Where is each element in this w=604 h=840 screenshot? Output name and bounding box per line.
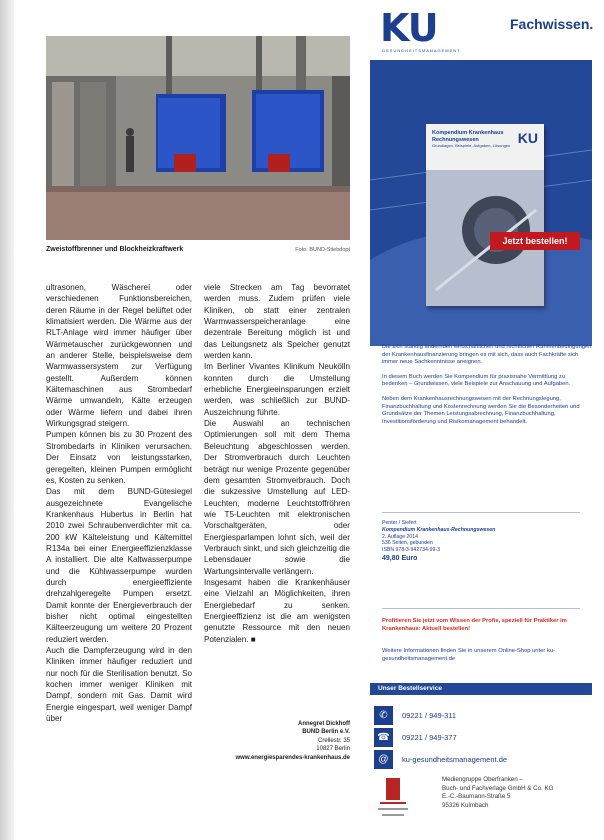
article-photo	[46, 36, 350, 240]
promo-headline: Profitieren Sie jetzt vom Wissen der Profis, speziell für Praktiker im Krankenhaus: Aktuell bestellen!	[382, 618, 567, 632]
book-edition: 2. Auflage 2014	[382, 533, 419, 540]
publisher-line: Mediengruppe Oberfranken –	[442, 776, 523, 783]
book-cover-logo: KU	[517, 130, 538, 146]
book-cover-title	[432, 130, 514, 150]
book-advertisement	[366, 0, 604, 840]
article-paragraph: Pumpen können bis zu 30 Prozent des Strombedarfs in Kliniken verursachen. Der Einsatz von leistungsstarken, geregelten, kleinen Pumpen ermöglicht es, Kosten zu senken.	[46, 430, 192, 485]
author-city: 10827 Berlin	[316, 746, 350, 753]
photo-caption-row	[46, 246, 350, 253]
contact-phone[interactable]	[374, 706, 584, 725]
book-authors: Penter / Siefert	[382, 520, 417, 526]
publisher-address	[442, 776, 582, 810]
photo-caption: Zweistoffbrenner und Blockheizkraftwerk	[46, 246, 184, 253]
book-details-title: Kompendium Krankenhaus-Rechnungswesen	[382, 526, 496, 533]
ad-tagline: Fachwissen.	[510, 16, 594, 32]
fax-icon: ☎	[374, 728, 393, 747]
publisher-logo	[374, 772, 412, 834]
article-paragraph: Auch die Dampferzeugung wird in den Kliniken immer häufiger reduziert und nur noch für die Sterilisation benutzt. So kochen immer weniger Kliniken mit Dampf, sondern mit Gas. Damit wird Energie eingespart, weil weniger Dampf über	[46, 646, 192, 724]
ku-logo: KU	[380, 6, 438, 50]
book-subtitle-text: Grundlagen, Beispiele, Aufgaben, Lösungen	[432, 143, 511, 148]
divider	[382, 512, 580, 513]
book-pages: 536 Seiten, gebunden	[382, 540, 433, 547]
ad-header	[370, 4, 592, 56]
ad-paragraph: Die sich ständig ändernden wirtschaftlichen und rechtlichen Rahmenbedingungen der Krankenhausfinanzierung bringen es mit sich, dass auch Fachkräfte sich immer neue Sachkenntnisse aneignen.	[382, 344, 592, 366]
ad-description	[382, 344, 592, 433]
article-paragraph: viele Strecken am Tag bevorratet werden muss. Zudem prüfen viele Kliniken, ob statt einer zentralen Warmwasserspeicheranlage eine dezentrale Bereitung möglich ist und das Leitungsnetz als Speicher genutzt werden kann.	[204, 283, 350, 361]
author-website-link[interactable]: www.energiesparendes-krankenhaus.de	[235, 754, 350, 761]
contact-phone-number[interactable]: 09221 / 949-311	[402, 711, 457, 720]
contact-web[interactable]	[374, 750, 584, 769]
order-service-title: Unser Bestellservice	[370, 683, 592, 695]
ku-logo-subtitle: GESUNDHEITSMANAGEMENT	[382, 48, 461, 53]
publisher-line: E.-C.-Baumann-Straße 5	[442, 793, 511, 801]
publisher-logo-graphic	[374, 772, 412, 834]
ad-paragraph: In diesem Buch werden Sie Kompendium für praxisnahe Vermittlung zu bedenken – Grundwissen, viele Beispiele zur Anschauung und Aufgaben.	[382, 373, 571, 388]
photo-credit: Foto: BUND-Stiebdopt	[295, 247, 350, 253]
divider	[382, 608, 580, 609]
author-street: Crellestr. 35	[317, 737, 350, 744]
article-paragraph: Die Auswahl an technischen Optimierungen soll mit dem Thema Beleuchtung abgeschlossen werden. Der Stromverbrauch durch Leuchten beträgt nur wenige Prozente gegenüber dem gesamten Stromverbrauch. Doch die sukzessive Umstellung auf LED-Leuchten, moderne Leuchtstoffröhren wie T5-Leuchten mit elektronischen Vorschaltgeräten, oder Energiesparlampen lohnt sich, weil der Verbrauch sinkt, und sich gleichzeitig die Lebensdauer sowie die Wartungsintervalle verlängern.	[204, 419, 350, 576]
article-paragraph: Im Berliner Vivantes Klinikum Neukölln konnten durch die Umstellung erhebliche Energieeinsparungen erzielt werden, was schließlich zur BUND-Auszeichnung führte.	[204, 362, 350, 417]
book-isbn: ISBN 978-3-942734-99-3	[382, 547, 440, 554]
author-organization: BUND Berlin e.V.	[302, 729, 350, 736]
article-paragraph: Das mit dem BUND-Gütesiegel ausgezeichnete Evangelische Krankenhaus Hubertus in Berlin hat 2010 zwei Schraubenverdichter mit ca. 200 kW Kälteleistung und Kältemittel R134a bei einer Energieeffizienzklasse A installiert. Die alte Kaltwasserpumpe und die Kühlwasserpumpe wurden durch energieeffiziente drehzahlgeregelte Pumpen ersetzt. Damit konnte der Energieverbrauch der bisher nicht optimal eingestellten Kälteerzeugung um weitere 20 Prozent reduziert werden.	[46, 487, 192, 644]
contact-fax[interactable]	[374, 728, 584, 747]
book-cover[interactable]	[426, 124, 544, 306]
article-column-1	[46, 282, 192, 724]
contact-web-address[interactable]: ku-gesundheitsmanagement.de	[402, 755, 508, 764]
author-signature	[204, 720, 350, 762]
publisher-line: Buch- und Fachverlage GmbH & Co. KG	[442, 784, 554, 792]
author-name: Annegret Dickhoff	[297, 721, 350, 727]
article-paragraph: Insgesamt haben die Krankenhäuser eine Vielzahl an Möglichkeiten, ihren Energiebedarf zu senken. Energieeffizienz ist die am wenigsten genutzte Ressource mit den neuen Potenzialen. ■	[204, 577, 350, 644]
mail-icon: @	[374, 750, 393, 769]
phone-icon: ✆	[374, 706, 393, 725]
book-details	[382, 520, 580, 563]
book-title-text: Kompendium Krankenhaus Rechnungswesen	[432, 130, 504, 143]
article-paragraph: ultrasonen, Wäschereí oder verschiedenen Funktionsbereichen, deren Räume in der Regel belüftet oder klimatisiert werden. Die Wärme aus der RLT-Anlage wird immer häufiger über Wärmetauscher zurückgewonnen und an anderer Stelle, beispielsweise dem Warmwassersystem zur Verfügung gestellt. Außerdem können Kältemaschinen aus Strombedarf Wärme umwandeln, Kälte erzeugen oder Wärme liefern und dabei ihren Wirkungsgrad steigern.	[46, 283, 192, 429]
publisher-line: 95326 Kulmbach	[442, 801, 489, 809]
order-now-button[interactable]: Jetzt bestellen!	[490, 232, 580, 250]
contact-fax-number[interactable]: 09221 / 949-377	[402, 733, 457, 742]
book-price: 49,80 Euro	[382, 554, 418, 562]
ad-paragraph: Neben dem Krankenhausrechnungswesen mit der Rechnungslegung, Finanzbuchhaltung und Kostenrechnung werden Sie die Besonderheiten und Grundsätze der Themen Leistungsabrechnung, Finanzbuchhaltung, Investitionsförderung und Risikomanagement behandelt.	[382, 395, 580, 425]
boiler-room-image	[46, 36, 350, 240]
article-column-2	[204, 282, 350, 645]
promo-text[interactable]: Weitere Informationen finden Sie in unserem Online-Shop unter ku-gesundheitsmanagement.de	[382, 648, 555, 662]
page-binding-edge	[0, 0, 14, 840]
